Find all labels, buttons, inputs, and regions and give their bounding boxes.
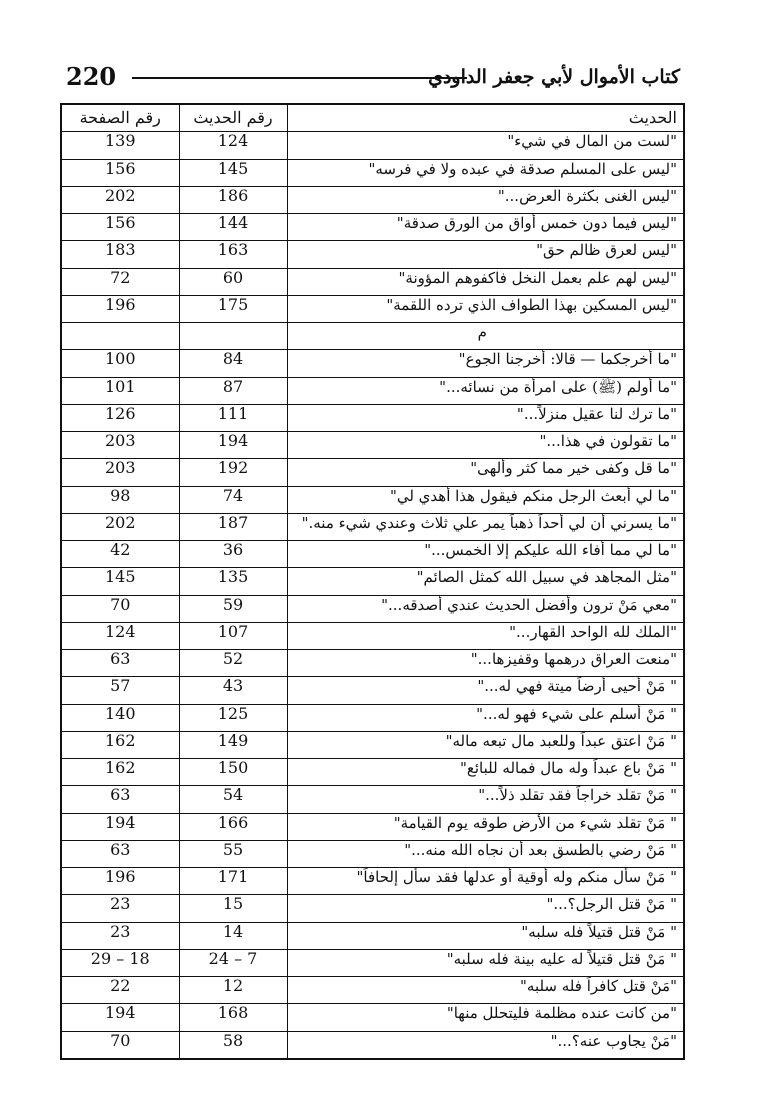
hadith-text-cell: " مَنْ قتل الرجل؟..." bbox=[287, 895, 684, 922]
hadith-number-cell: 58 bbox=[179, 1031, 287, 1059]
table-row bbox=[61, 949, 684, 976]
page-number-cell: 145 bbox=[61, 568, 179, 595]
page-number-cell: 194 bbox=[61, 1004, 179, 1031]
table-row bbox=[61, 459, 684, 486]
hadith-text-cell: " مَنْ قتل قتيلاً له عليه بينة فله سلبه" bbox=[287, 949, 684, 976]
table-body bbox=[61, 132, 684, 1059]
table-header-row bbox=[61, 104, 684, 132]
letter-section-row bbox=[61, 323, 684, 350]
table-row bbox=[61, 595, 684, 622]
hadith-text-cell: " مَنْ سأل منكم وله أوقية أو عدلها فقد سأل إلحافاً" bbox=[287, 868, 684, 895]
page-number-cell: 162 bbox=[61, 731, 179, 758]
hadith-text-cell: "مَنْ يجاوب عنه؟..." bbox=[287, 1031, 684, 1059]
hadith-number-cell: 135 bbox=[179, 568, 287, 595]
hadith-text-cell: "ما أولم (ﷺ) على امرأة من نسائه..." bbox=[287, 377, 684, 404]
hadith-text-cell: " مَنْ باع عبداً وله مال فماله للبائع" bbox=[287, 759, 684, 786]
hadith-number-cell: 15 bbox=[179, 895, 287, 922]
table-row bbox=[61, 704, 684, 731]
page-number-cell: 101 bbox=[61, 377, 179, 404]
hadith-text-cell: "ما تقولون في هذا..." bbox=[287, 432, 684, 459]
table-row bbox=[61, 731, 684, 758]
page-number-cell: 42 bbox=[61, 541, 179, 568]
page-number-cell: 196 bbox=[61, 868, 179, 895]
page-number-cell bbox=[61, 323, 179, 350]
hadith-text-cell: "ما لي مما أفاء الله عليكم إلا الخمس..." bbox=[287, 541, 684, 568]
table-row bbox=[61, 622, 684, 649]
page-number-cell: 22 bbox=[61, 977, 179, 1004]
hadith-number-cell: 150 bbox=[179, 759, 287, 786]
page-number-cell: 72 bbox=[61, 268, 179, 295]
hadith-number-cell: 84 bbox=[179, 350, 287, 377]
page-header bbox=[62, 62, 682, 92]
table-row bbox=[61, 895, 684, 922]
table-row bbox=[61, 432, 684, 459]
table-row bbox=[61, 541, 684, 568]
hadith-text-cell: "من كانت عنده مظلمة فليتحلل منها" bbox=[287, 1004, 684, 1031]
hadith-text-cell: "منعت العراق درهمها وقفيزها..." bbox=[287, 650, 684, 677]
hadith-number-cell: 144 bbox=[179, 214, 287, 241]
table-row bbox=[61, 650, 684, 677]
page-number-cell: 203 bbox=[61, 459, 179, 486]
hadith-number-cell: 194 bbox=[179, 432, 287, 459]
table-row bbox=[61, 568, 684, 595]
table-row bbox=[61, 132, 684, 159]
table-row bbox=[61, 186, 684, 213]
hadith-number-cell: 168 bbox=[179, 1004, 287, 1031]
table-row bbox=[61, 295, 684, 322]
hadith-number-cell: 163 bbox=[179, 241, 287, 268]
hadith-number-cell: 186 bbox=[179, 186, 287, 213]
hadith-text-cell: "لست من المال في شيء" bbox=[287, 132, 684, 159]
hadith-number-cell: 14 bbox=[179, 922, 287, 949]
table-row bbox=[61, 677, 684, 704]
page-number-cell: 202 bbox=[61, 513, 179, 540]
page-number-cell: 202 bbox=[61, 186, 179, 213]
hadith-number-cell: 107 bbox=[179, 622, 287, 649]
hadith-text-cell: " مَنْ قتل قتيلاً فله سلبه" bbox=[287, 922, 684, 949]
page-number-cell: 162 bbox=[61, 759, 179, 786]
hadith-number-cell: 59 bbox=[179, 595, 287, 622]
hadith-text-cell: "ليس الغنى بكثرة العرض..." bbox=[287, 186, 684, 213]
table-row bbox=[61, 840, 684, 867]
hadith-text-cell: "ليس على المسلم صدقة في عبده ولا في فرسه" bbox=[287, 159, 684, 186]
hadith-number-cell: 87 bbox=[179, 377, 287, 404]
page-number-cell: 156 bbox=[61, 159, 179, 186]
table-row bbox=[61, 377, 684, 404]
page-number-cell: 100 bbox=[61, 350, 179, 377]
page-number-cell: 29 – 18 bbox=[61, 949, 179, 976]
hadith-index-table bbox=[60, 103, 685, 1060]
hadith-number-cell bbox=[179, 323, 287, 350]
page-number-cell: 63 bbox=[61, 840, 179, 867]
section-letter: م bbox=[287, 323, 684, 350]
hadith-number-cell: 187 bbox=[179, 513, 287, 540]
page-number-cell: 126 bbox=[61, 404, 179, 431]
page-number: 220 bbox=[66, 62, 117, 91]
hadith-number-cell: 124 bbox=[179, 132, 287, 159]
page-number-cell: 139 bbox=[61, 132, 179, 159]
table-row bbox=[61, 759, 684, 786]
hadith-text-cell: "ما قل وكفى خير مما كثر وألهى" bbox=[287, 459, 684, 486]
hadith-text-cell: "ليس لعرق ظالم حق" bbox=[287, 241, 684, 268]
page-number-column-header: رقم الصفحة bbox=[61, 104, 179, 132]
table-row bbox=[61, 868, 684, 895]
hadith-number-cell: 55 bbox=[179, 840, 287, 867]
hadith-text-cell: "ليس فيما دون خمس أواق من الورق صدقة" bbox=[287, 214, 684, 241]
hadith-number-column-header: رقم الحديث bbox=[179, 104, 287, 132]
page-number-cell: 70 bbox=[61, 1031, 179, 1059]
hadith-number-cell: 43 bbox=[179, 677, 287, 704]
hadith-number-cell: 192 bbox=[179, 459, 287, 486]
hadith-text-cell: "الملك لله الواحد القهار..." bbox=[287, 622, 684, 649]
hadith-number-cell: 54 bbox=[179, 786, 287, 813]
page-number-cell: 194 bbox=[61, 813, 179, 840]
table-row bbox=[61, 159, 684, 186]
hadith-text-cell: " مَنْ أسلم على شيء فهو له..." bbox=[287, 704, 684, 731]
table-row bbox=[61, 350, 684, 377]
hadith-number-cell: 74 bbox=[179, 486, 287, 513]
table-row bbox=[61, 268, 684, 295]
table-row bbox=[61, 214, 684, 241]
hadith-text-cell: "ما يسرني أن لي أحداً ذهباً يمر علي ثلاث وعندي شيء منه." bbox=[287, 513, 684, 540]
hadith-number-cell: 12 bbox=[179, 977, 287, 1004]
hadith-text-cell: "مَنْ قتل كافراً فله سلبه" bbox=[287, 977, 684, 1004]
table-row bbox=[61, 1031, 684, 1059]
hadith-text-cell: "مثل المجاهد في سبيل الله كمثل الصائم" bbox=[287, 568, 684, 595]
hadith-number-cell: 52 bbox=[179, 650, 287, 677]
hadith-text-cell: "ما لي أبعث الرجل منكم فيقول هذا أهدي لي" bbox=[287, 486, 684, 513]
page-number-cell: 70 bbox=[61, 595, 179, 622]
hadith-number-cell: 24 – 7 bbox=[179, 949, 287, 976]
hadith-text-cell: "ما ترك لنا عقيل منزلاً..." bbox=[287, 404, 684, 431]
hadith-number-cell: 36 bbox=[179, 541, 287, 568]
book-title: كتاب الأموال لأبي جعفر الداودي bbox=[428, 66, 680, 88]
table-row bbox=[61, 813, 684, 840]
page-number-cell: 156 bbox=[61, 214, 179, 241]
hadith-column-header: الحديث bbox=[287, 104, 684, 132]
page-number-cell: 63 bbox=[61, 650, 179, 677]
page-number-cell: 63 bbox=[61, 786, 179, 813]
hadith-number-cell: 166 bbox=[179, 813, 287, 840]
page-number-cell: 57 bbox=[61, 677, 179, 704]
hadith-text-cell: " مَنْ رضي بالطسق بعد أن نجاه الله منه..." bbox=[287, 840, 684, 867]
hadith-text-cell: "ليس المسكين بهذا الطواف الذي ترده اللقمة" bbox=[287, 295, 684, 322]
hadith-number-cell: 111 bbox=[179, 404, 287, 431]
hadith-number-cell: 175 bbox=[179, 295, 287, 322]
header-rule bbox=[132, 77, 467, 79]
hadith-number-cell: 171 bbox=[179, 868, 287, 895]
hadith-number-cell: 125 bbox=[179, 704, 287, 731]
page-number-cell: 23 bbox=[61, 895, 179, 922]
hadith-text-cell: "ما أخرجكما — قالا: أخرجنا الجوع" bbox=[287, 350, 684, 377]
page-number-cell: 140 bbox=[61, 704, 179, 731]
hadith-number-cell: 149 bbox=[179, 731, 287, 758]
table-row bbox=[61, 786, 684, 813]
page-number-cell: 203 bbox=[61, 432, 179, 459]
table-row bbox=[61, 486, 684, 513]
page-number-cell: 183 bbox=[61, 241, 179, 268]
hadith-number-cell: 60 bbox=[179, 268, 287, 295]
hadith-text-cell: " مَنْ اعتق عبداً وللعبد مال تبعه ماله" bbox=[287, 731, 684, 758]
page-number-cell: 98 bbox=[61, 486, 179, 513]
table-row bbox=[61, 513, 684, 540]
table-row bbox=[61, 241, 684, 268]
page-number-cell: 196 bbox=[61, 295, 179, 322]
table-row bbox=[61, 1004, 684, 1031]
hadith-text-cell: "معي مَنْ ترون وأفضل الحديث عندي أصدقه..." bbox=[287, 595, 684, 622]
page-number-cell: 23 bbox=[61, 922, 179, 949]
table-row bbox=[61, 922, 684, 949]
table-row bbox=[61, 977, 684, 1004]
hadith-number-cell: 145 bbox=[179, 159, 287, 186]
page-number-cell: 124 bbox=[61, 622, 179, 649]
hadith-text-cell: "ليس لهم علم بعمل النخل فاكفوهم المؤونة" bbox=[287, 268, 684, 295]
hadith-text-cell: " مَنْ أحيى أرضاً ميتة فهي له..." bbox=[287, 677, 684, 704]
hadith-text-cell: " مَنْ تقلد شيء من الأرض طوقه يوم القيامة" bbox=[287, 813, 684, 840]
table-row bbox=[61, 404, 684, 431]
hadith-text-cell: " مَنْ تقلد خراجاً فقد تقلد ذلاً..." bbox=[287, 786, 684, 813]
